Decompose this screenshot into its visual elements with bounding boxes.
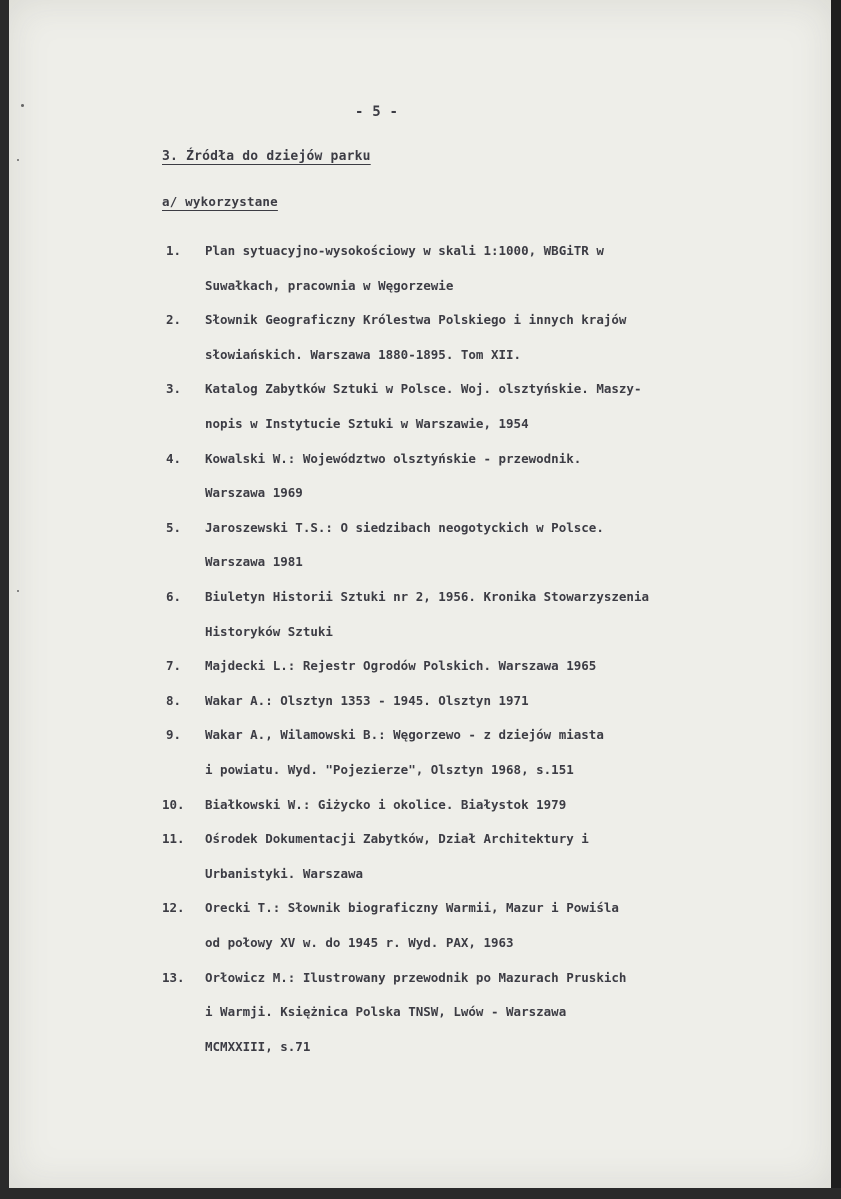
reference-number: 10. [162, 796, 185, 812]
scan-speck [17, 159, 19, 161]
reference-text-line: Słownik Geograficzny Królestwa Polskiego i innych krajów [205, 312, 627, 328]
reference-text-line: Orecki T.: Słownik biograficzny Warmii, Mazur i Powiśla [205, 900, 619, 916]
reference-number: 9. [166, 727, 182, 743]
reference-text-line: i Warmji. Księżnica Polska TNSW, Lwów - Warszawa [205, 1004, 567, 1020]
reference-number: 13. [162, 969, 185, 985]
reference-number: 4. [166, 450, 182, 466]
scan-bottom-edge [0, 1188, 841, 1199]
reference-text-line: Biuletyn Historii Sztuki nr 2, 1956. Kronika Stowarzyszenia [205, 589, 650, 604]
scan-speck [21, 104, 24, 107]
page-number: - 5 - [355, 104, 399, 120]
reference-text-line: MCMXXIII, s.71 [205, 1038, 311, 1054]
reference-text-line: Warszawa 1981 [205, 554, 303, 570]
reference-number: 1. [166, 243, 182, 258]
reference-text-line: Wakar A., Wilamowski B.: Węgorzewo - z dziejów miasta [205, 727, 604, 743]
reference-number: 5. [166, 519, 182, 535]
reference-text-line: nopis w Instytucie Sztuki w Warszawie, 1954 [205, 416, 529, 431]
reference-text-line: i powiatu. Wyd. "Pojezierze", Olsztyn 1968, s.151 [205, 762, 574, 777]
reference-number: 7. [166, 658, 182, 674]
section-heading: 3. Źródła do dziejów parku [162, 149, 371, 164]
subsection-heading: a/ wykorzystane [162, 194, 278, 209]
scan-speck [17, 590, 19, 592]
reference-number: 2. [166, 312, 182, 328]
reference-text-line: słowiańskich. Warszawa 1880-1895. Tom XII. [205, 346, 522, 362]
scan-right-edge [831, 0, 841, 1199]
reference-text-line: Orłowicz M.: Ilustrowany przewodnik po Mazurach Pruskich [205, 969, 627, 985]
reference-text-line: Jaroszewski T.S.: O siedzibach neogotyckich w Polsce. [205, 519, 604, 535]
reference-text-line: od połowy XV w. do 1945 r. Wyd. PAX, 1963 [205, 935, 514, 950]
reference-text-line: Katalog Zabytków Sztuki w Polsce. Woj. olsztyńskie. Maszy- [205, 381, 642, 397]
reference-number: 12. [162, 900, 185, 916]
reference-text-line: Białkowski W.: Giżycko i okolice. Białystok 1979 [205, 796, 567, 812]
reference-text-line: Kowalski W.: Województwo olsztyńskie - przewodnik. [205, 450, 582, 466]
reference-number: 8. [166, 692, 182, 708]
scan-left-edge [0, 0, 9, 1199]
reference-number: 3. [166, 381, 182, 397]
reference-text-line: Ośrodek Dokumentacji Zabytków, Dział Architektury i [205, 831, 589, 847]
reference-text-line: Majdecki L.: Rejestr Ogrodów Polskich. Warszawa 1965 [205, 658, 597, 674]
reference-text-line: Suwałkach, pracownia w Węgorzewie [205, 277, 454, 293]
reference-number: 6. [166, 589, 182, 604]
reference-text-line: Warszawa 1969 [205, 485, 303, 501]
reference-text-line: Wakar A.: Olsztyn 1353 - 1945. Olsztyn 1971 [205, 692, 529, 708]
reference-text-line: Plan sytuacyjno-wysokościowy w skali 1:1000, WBGiTR w [205, 243, 604, 258]
reference-text-line: Historyków Sztuki [205, 623, 333, 639]
reference-number: 11. [162, 831, 185, 847]
reference-text-line: Urbanistyki. Warszawa [205, 865, 364, 881]
